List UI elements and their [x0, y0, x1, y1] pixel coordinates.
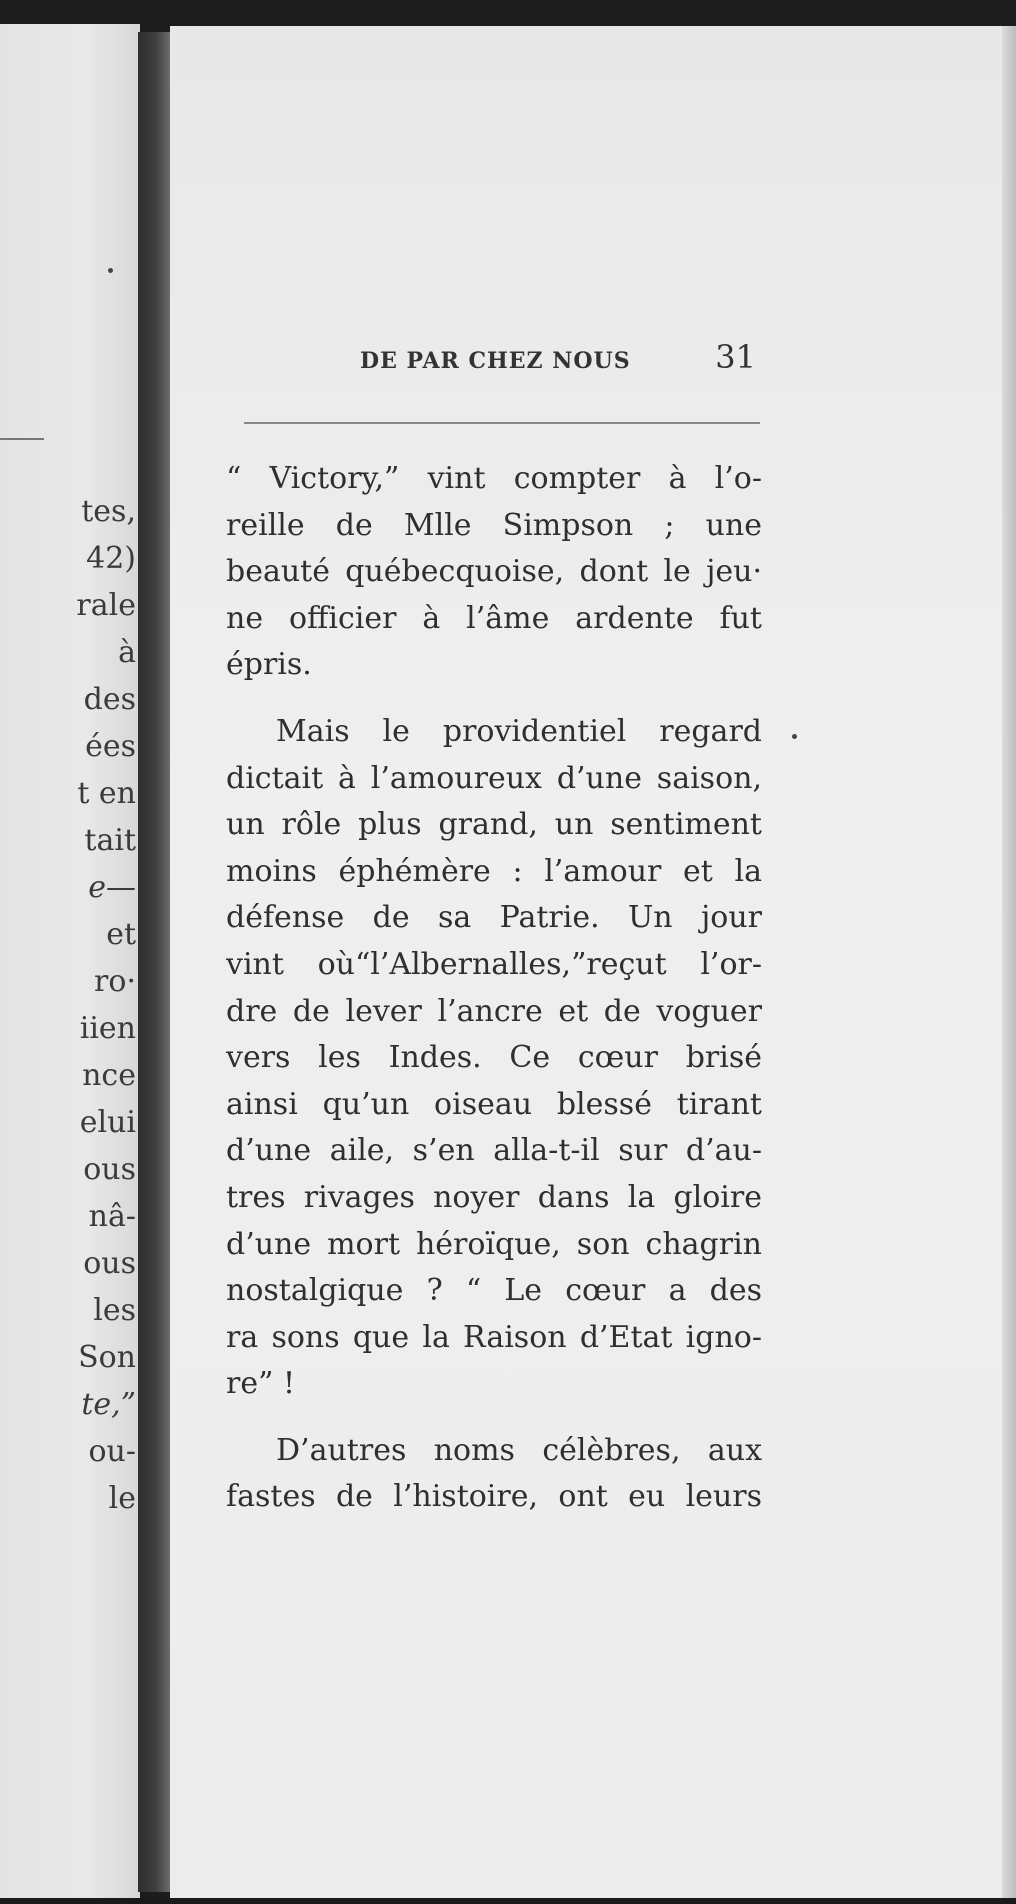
left-line: 42)	[86, 541, 136, 576]
scan-border	[0, 1898, 1016, 1904]
text-line: ainsi qu’un oiseau blessé tirant	[226, 1086, 762, 1122]
left-line: nce	[82, 1058, 136, 1093]
text-line: d’une aile, s’en alla-t-il sur d’au-	[226, 1133, 762, 1169]
text-line: vint où“l’Albernalles,”reçut l’or-	[226, 946, 762, 982]
left-line: Son	[78, 1340, 136, 1375]
text-line: dictait à l’amoureux d’une saison,	[226, 760, 762, 796]
left-line: ous	[83, 1152, 136, 1187]
text-line: Mais le providentiel regard	[276, 713, 762, 749]
left-line: le	[108, 1481, 136, 1516]
text-line: un rôle plus grand, un sentiment	[226, 807, 762, 843]
left-page-text	[0, 488, 136, 1522]
left-line: tes,	[81, 494, 136, 529]
page-body	[226, 456, 762, 1521]
left-line: nâ-	[88, 1199, 136, 1234]
running-head-title: DE PAR CHEZ NOUS	[360, 348, 631, 374]
text-line: fastes de l’histoire, ont eu leurs	[226, 1479, 762, 1515]
text-line: moins éphémère : l’amour et la	[226, 853, 762, 889]
text-line: “ Victory,” vint compter à l’o-	[226, 461, 762, 496]
left-line: et	[106, 917, 136, 952]
text-line: beauté québecquoise, dont le jeu·	[226, 554, 762, 590]
text-line: D’autres noms célèbres, aux	[276, 1432, 762, 1468]
left-line: ro·	[94, 964, 136, 999]
text-line: nostalgique ? “ Le cœur a des	[226, 1273, 762, 1309]
paragraph	[226, 709, 762, 1408]
left-line: rale	[76, 588, 136, 623]
running-head-rule	[244, 422, 760, 424]
page-number: 31	[715, 338, 756, 376]
left-line: elui	[79, 1105, 136, 1140]
left-line: tait	[84, 823, 136, 858]
left-line: à	[118, 635, 136, 670]
left-line: des	[83, 682, 136, 717]
left-line: les	[93, 1293, 136, 1328]
paragraph	[226, 1428, 762, 1521]
running-head	[190, 338, 778, 388]
left-line: ou-	[88, 1434, 136, 1469]
left-page-head-rule	[0, 438, 44, 440]
left-line: te,”	[81, 1387, 136, 1422]
text-line: vers les Indes. Ce cœur brisé	[226, 1040, 762, 1076]
text-line: reille de Mlle Simpson ; une	[226, 507, 762, 543]
left-line: t en	[77, 776, 136, 811]
left-line: ous	[83, 1246, 136, 1281]
text-line: ne officier à l’âme ardente fut	[226, 600, 762, 636]
text-line: d’une mort héroïque, son chagrin	[226, 1226, 762, 1262]
text-line: dre de lever l’ancre et de voguer	[226, 993, 762, 1029]
text-line: tres rivages noyer dans la gloire	[226, 1179, 762, 1215]
left-line: ées	[85, 729, 136, 764]
text-line: défense de sa Patrie. Un jour	[226, 900, 762, 936]
text-line: épris.	[226, 647, 312, 683]
text-line: re” !	[226, 1366, 296, 1402]
left-line: iien	[79, 1011, 136, 1046]
paragraph	[226, 456, 762, 689]
left-page-fragment	[0, 24, 140, 1900]
text-line: ra sons que la Raison d’Etat igno-	[226, 1319, 762, 1355]
paper-speck	[108, 268, 113, 273]
paper-speck	[792, 734, 797, 739]
page-edge	[1002, 26, 1016, 1900]
left-line: e—	[88, 870, 136, 905]
